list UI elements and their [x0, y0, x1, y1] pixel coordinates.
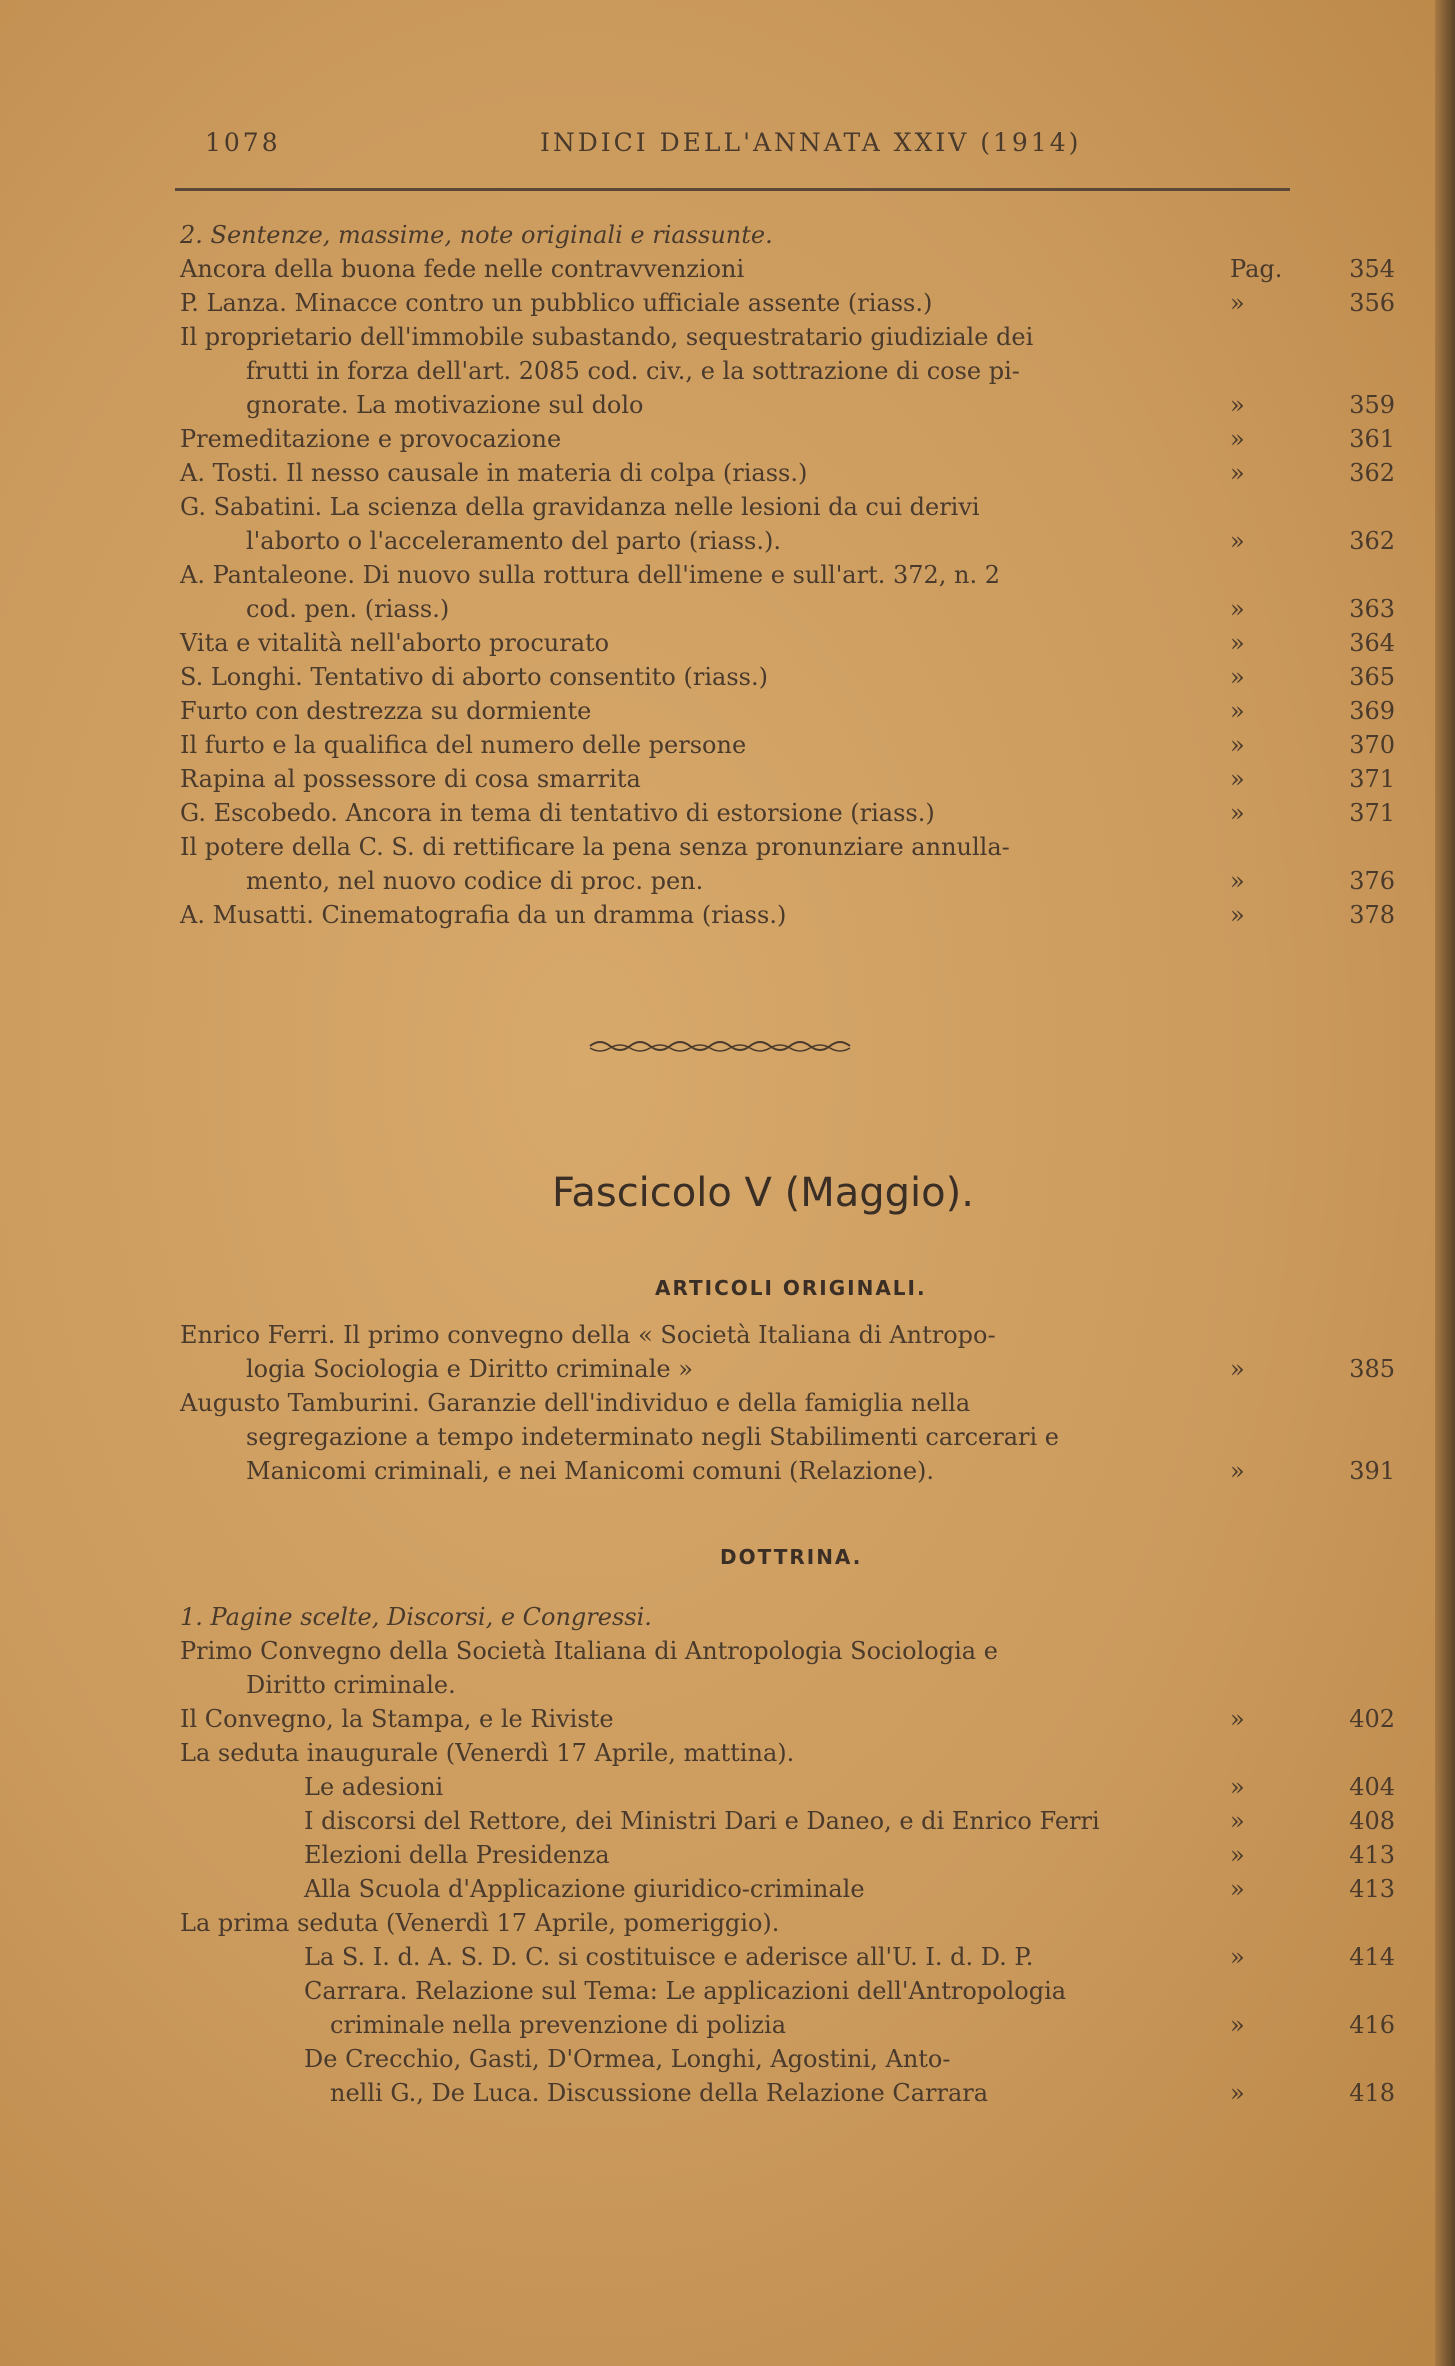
section-dottrina: [180, 1600, 1395, 2110]
page-header: [205, 128, 1255, 168]
page-mark: »: [1230, 391, 1245, 419]
index-line: [180, 354, 1300, 388]
page-ref: 413: [1349, 1875, 1395, 1903]
index-entry: [180, 626, 1395, 660]
entry-text: segregazione a tempo indeterminato negli Stabilimenti carcerari e: [246, 1423, 1059, 1451]
index-entry: [180, 694, 1395, 728]
index-entry: [180, 1770, 1395, 1804]
entry-text: A. Musatti. Cinematografia da un dramma (riass.): [180, 901, 787, 929]
page-mark: »: [1230, 2011, 1245, 2039]
index-entry: [180, 660, 1395, 694]
page-ref: 356: [1349, 289, 1395, 317]
entry-text: Le adesioni: [304, 1773, 444, 1801]
entry-text: Rapina al possessore di cosa smarrita: [180, 765, 641, 793]
page-mark: »: [1230, 595, 1245, 623]
page-ref: 364: [1349, 629, 1395, 657]
page-mark: »: [1230, 663, 1245, 691]
index-line: [180, 728, 1395, 762]
index-line: [180, 320, 1300, 354]
index-line: [180, 524, 1395, 558]
page-ref: 371: [1349, 799, 1395, 827]
entry-text: cod. pen. (riass.): [246, 595, 450, 623]
index-line: [180, 490, 1300, 524]
entry-text: Il proprietario dell'immobile subastando, sequestratario giudiziale dei: [180, 323, 1034, 351]
fascicolo-title: Fascicolo V (Maggio).: [552, 1170, 974, 1216]
index-entry: [180, 286, 1395, 320]
page-ref: 362: [1349, 527, 1395, 555]
page-mark: »: [1230, 1705, 1245, 1733]
page-mark: »: [1230, 731, 1245, 759]
entry-text: De Crecchio, Gasti, D'Ormea, Longhi, Agostini, Anto-: [304, 2045, 951, 2073]
index-entry: [180, 2042, 1395, 2110]
index-line: [180, 388, 1395, 422]
header-rule: [175, 188, 1290, 191]
entry-text: Premeditazione e provocazione: [180, 425, 562, 453]
page-ref: 362: [1349, 459, 1395, 487]
index-entry: [180, 1634, 1300, 1702]
index-entry: [180, 762, 1395, 796]
index-entry: [180, 1386, 1395, 1488]
index-line: [180, 1420, 1300, 1454]
entry-text: G. Sabatini. La scienza della gravidanza nelle lesioni da cui derivi: [180, 493, 980, 521]
entry-text: 1. Pagine scelte, Discorsi, e Congressi.: [180, 1603, 652, 1631]
entry-text: Enrico Ferri. Il primo convegno della « Società Italiana di Antropo-: [180, 1321, 996, 1349]
page-ref: 363: [1349, 595, 1395, 623]
page-ref: 391: [1349, 1457, 1395, 1485]
index-line: [180, 1668, 1300, 1702]
page-ref: 404: [1349, 1773, 1395, 1801]
page-ref: 408: [1349, 1807, 1395, 1835]
page-mark: »: [1230, 901, 1245, 929]
index-line: [180, 694, 1395, 728]
index-entry: [180, 1872, 1395, 1906]
index-entry: [180, 456, 1395, 490]
index-line: [180, 286, 1395, 320]
page-mark: »: [1230, 459, 1245, 487]
page-mark: »: [1230, 1807, 1245, 1835]
page-mark: »: [1230, 1943, 1245, 1971]
page-ref: 378: [1349, 901, 1395, 929]
index-entry: [180, 1318, 1395, 1386]
page-mark: Pag.: [1230, 255, 1283, 283]
index-entry: [180, 1736, 1300, 1770]
heading-articoli: ARTICOLI ORIGINALI.: [655, 1276, 927, 1300]
index-entry: [180, 830, 1395, 898]
entry-text: logia Sociologia e Diritto criminale »: [246, 1355, 693, 1383]
index-line: [180, 830, 1300, 864]
entry-text: nelli G., De Luca. Discussione della Relazione Carrara: [330, 2079, 989, 2107]
index-entry: [180, 1838, 1395, 1872]
index-line: [180, 762, 1395, 796]
index-line: [180, 592, 1395, 626]
index-entry: [180, 1906, 1300, 1940]
entry-text: Ancora della buona fede nelle contravvenzioni: [180, 255, 745, 283]
index-line: [180, 1940, 1395, 1974]
entry-text: Furto con destrezza su dormiente: [180, 697, 592, 725]
page-mark: »: [1230, 1841, 1245, 1869]
page-mark: »: [1230, 1457, 1245, 1485]
index-line: [180, 1634, 1300, 1668]
index-line: [180, 2076, 1395, 2110]
entry-text: Manicomi criminali, e nei Manicomi comuni (Relazione).: [246, 1457, 935, 1485]
index-line: [180, 456, 1395, 490]
entry-text: S. Longhi. Tentativo di aborto consentito (riass.): [180, 663, 768, 691]
page-ref: 414: [1349, 1943, 1395, 1971]
entry-text: mento, nel nuovo codice di proc. pen.: [246, 867, 704, 895]
index-entry: [180, 422, 1395, 456]
page-ref: 361: [1349, 425, 1395, 453]
subsection-label: [180, 1600, 1300, 1634]
entry-text: Diritto criminale.: [246, 1671, 456, 1699]
index-line: [180, 1804, 1395, 1838]
page-mark: »: [1230, 1355, 1245, 1383]
entry-text: P. Lanza. Minacce contro un pubblico ufficiale assente (riass.): [180, 289, 933, 317]
entry-text: La seduta inaugurale (Venerdì 17 Aprile, mattina).: [180, 1739, 795, 1767]
index-entry: [180, 1974, 1395, 2042]
entry-text: Carrara. Relazione sul Tema: Le applicazioni dell'Antropologia: [304, 1977, 1067, 2005]
entry-text: Il furto e la qualifica del numero delle persone: [180, 731, 747, 759]
entry-text: Alla Scuola d'Applicazione giuridico-criminale: [304, 1875, 865, 1903]
entry-text: Vita e vitalità nell'aborto procurato: [180, 629, 610, 657]
index-line: [180, 1974, 1300, 2008]
index-entry: [180, 728, 1395, 762]
page-ref: 369: [1349, 697, 1395, 725]
page-ref: 402: [1349, 1705, 1395, 1733]
page-ref: 418: [1349, 2079, 1395, 2107]
entry-text: Primo Convegno della Società Italiana di Antropologia Sociologia e: [180, 1637, 998, 1665]
page-ref: 371: [1349, 765, 1395, 793]
section-articoli: [180, 1318, 1395, 1488]
index-line: [180, 1386, 1300, 1420]
index-line: [180, 1906, 1300, 1940]
page-number: 1078: [205, 128, 281, 157]
page-mark: »: [1230, 765, 1245, 793]
index-line: [180, 558, 1300, 592]
index-line: [180, 1838, 1395, 1872]
page-mark: »: [1230, 697, 1245, 725]
page-ref: 376: [1349, 867, 1395, 895]
page-mark: »: [1230, 799, 1245, 827]
page-ref: 416: [1349, 2011, 1395, 2039]
entry-text: gnorate. La motivazione sul dolo: [246, 391, 644, 419]
index-line: [180, 1770, 1395, 1804]
entry-text: Elezioni della Presidenza: [304, 1841, 610, 1869]
ornament-divider: [590, 1036, 850, 1056]
heading-dottrina: DOTTRINA.: [720, 1545, 863, 1569]
entry-text: criminale nella prevenzione di polizia: [330, 2011, 787, 2039]
page-mark: »: [1230, 1773, 1245, 1801]
index-line: [180, 1736, 1300, 1770]
entry-text: Il potere della C. S. di rettificare la pena senza pronunziare annulla-: [180, 833, 1010, 861]
entry-text: Augusto Tamburini. Garanzie dell'individuo e della famiglia nella: [180, 1389, 971, 1417]
index-entry: [180, 558, 1395, 626]
page-mark: »: [1230, 2079, 1245, 2107]
index-entry: [180, 796, 1395, 830]
index-line: [180, 1352, 1395, 1386]
entry-text: La prima seduta (Venerdì 17 Aprile, pomeriggio).: [180, 1909, 780, 1937]
page-mark: »: [1230, 289, 1245, 317]
entry-text: A. Tosti. Il nesso causale in materia di colpa (riass.): [180, 459, 808, 487]
page-ref: 359: [1349, 391, 1395, 419]
page-ref: 354: [1349, 255, 1395, 283]
page-ref: 370: [1349, 731, 1395, 759]
index-line: [180, 2042, 1300, 2076]
index-line: [180, 1872, 1395, 1906]
subsection-label: [180, 218, 1300, 252]
index-entry: [180, 1940, 1395, 1974]
entry-text: frutti in forza dell'art. 2085 cod. civ., e la sottrazione di cose pi-: [246, 357, 1020, 385]
page-ref: 385: [1349, 1355, 1395, 1383]
index-line: [180, 796, 1395, 830]
index-entry: [180, 320, 1395, 422]
index-line: [180, 898, 1395, 932]
page-mark: »: [1230, 425, 1245, 453]
page-edge: [1435, 0, 1455, 2366]
index-line: [180, 422, 1395, 456]
page-ref: 413: [1349, 1841, 1395, 1869]
index-entry: [180, 252, 1395, 286]
entry-text: G. Escobedo. Ancora in tema di tentativo di estorsione (riass.): [180, 799, 935, 827]
page-mark: »: [1230, 629, 1245, 657]
index-line: [180, 626, 1395, 660]
entry-text: l'aborto o l'acceleramento del parto (riass.).: [246, 527, 781, 555]
index-line: [180, 252, 1395, 286]
index-line: [180, 1318, 1300, 1352]
entry-text: 2. Sentenze, massime, note originali e riassunte.: [180, 221, 773, 249]
index-line: [180, 1702, 1395, 1736]
index-entry: [180, 1804, 1395, 1838]
entry-text: A. Pantaleone. Di nuovo sulla rottura dell'imene e sull'art. 372, n. 2: [180, 561, 1001, 589]
entry-text: I discorsi del Rettore, dei Ministri Dari e Daneo, e di Enrico Ferri: [304, 1807, 1100, 1835]
page-mark: »: [1230, 1875, 1245, 1903]
page-mark: »: [1230, 527, 1245, 555]
entry-text: Il Convegno, la Stampa, e le Riviste: [180, 1705, 614, 1733]
index-entry: [180, 898, 1395, 932]
index-line: [180, 1454, 1395, 1488]
entry-text: La S. I. d. A. S. D. C. si costituisce e aderisce all'U. I. d. D. P.: [304, 1943, 1034, 1971]
index-line: [180, 2008, 1395, 2042]
page-ref: 365: [1349, 663, 1395, 691]
section-sentenze: [180, 218, 1395, 932]
index-entry: [180, 490, 1395, 558]
index-entry: [180, 1702, 1395, 1736]
running-title: INDICI DELL'ANNATA XXIV (1914): [540, 128, 1082, 157]
index-line: [180, 864, 1395, 898]
index-line: [180, 660, 1395, 694]
page-mark: »: [1230, 867, 1245, 895]
